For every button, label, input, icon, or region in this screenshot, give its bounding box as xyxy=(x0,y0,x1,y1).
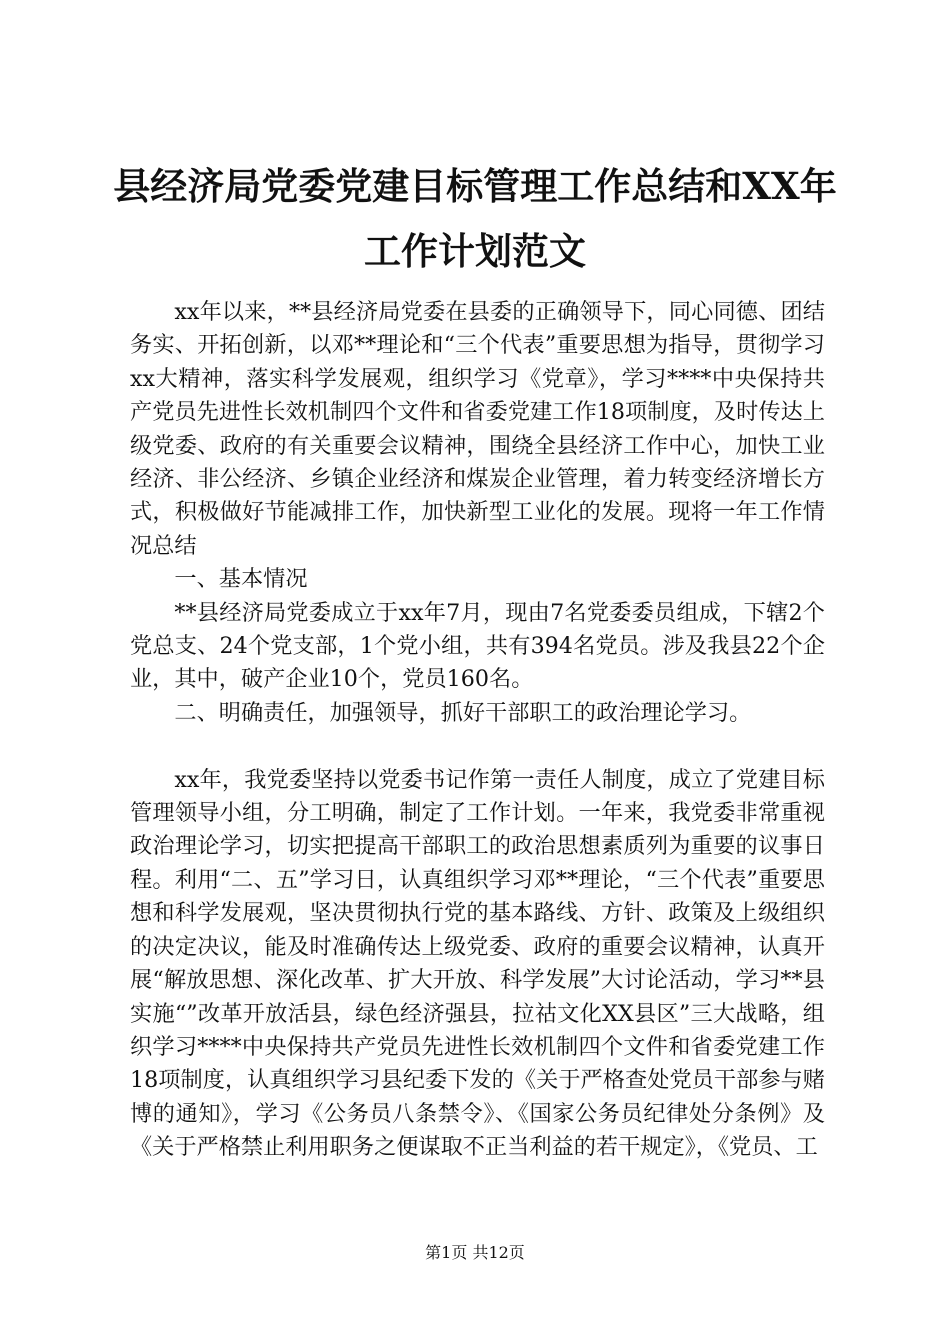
paragraph-basic-situation: **县经济局党委成立于xx年7月，现由7名党委委员组成，下辖2个党总支、24个党支部，1个党小组，共有394名党员。涉及我县22个企业，其中，破产企业10个，党员160名。 xyxy=(130,599,825,693)
document-title-line-2: 工作计划范文 xyxy=(364,229,586,273)
paragraph-study: xx年，我党委坚持以党委书记作第一责任人制度，成立了党建目标管理领导小组，分工明确，制定了工作计划。一年来，我党委非常重视政治理论学习，切实把提高干部职工的政治思想素质列为重要的议事日程。利用“二、五”学习日，认真组织学习邓**理论，“三个代表”重要思想和科学发展观，坚决贯彻执行党的基本路线、方针、政策及上级组织的决定决议，能及时准确传达上级党委、政府的重要会议精神，认真开展“解放思想、深化改革、扩大开放、科学发展”大讨论活动，学习**县实施“”改革开放活县，绿色经济强县，拉祜文化XX县区”三大战略，组织学习****中央保持共产党员先进性长效机制四个文件和省委党建工作18项制度，认真组织学习县纪委下发的《关于严格查处党员干部参与赌博的通知》，学习《公务员八条禁令》、《国家公务员纪律处分条例》及《关于严格禁止利用职务之便谋取不正当利益的若干规定》，《党员、工 xyxy=(130,766,825,1161)
page-footer: 第1页 共12页 xyxy=(425,1243,525,1262)
section-heading-responsibility: 二、明确责任，加强领导，抓好干部职工的政治理论学习。 xyxy=(174,699,752,726)
paragraph-intro: xx年以来，**县经济局党委在县委的正确领导下，同心同德、团结务实、开拓创新，以邓**理论和“三个代表”重要思想为指导，贯彻学习xx大精神，落实科学发展观，组织学习《党章》，学习****中央保持共产党员先进性长效机制四个文件和省委党建工作18项制度，及时传达上级党委、政府的有关重要会议精神，围绕全县经济工作中心，加快工业经济、非公经济、乡镇企业经济和煤炭企业管理，着力转变经济增长方式，积极做好节能减排工作，加快新型工业化的发展。现将一年工作情况总结 xyxy=(130,299,825,559)
document-title-line-1: 县经济局党委党建目标管理工作总结和XX年 xyxy=(113,164,837,208)
document-body xyxy=(130,296,825,1165)
section-heading-basic-situation: 一、基本情况 xyxy=(174,566,308,593)
